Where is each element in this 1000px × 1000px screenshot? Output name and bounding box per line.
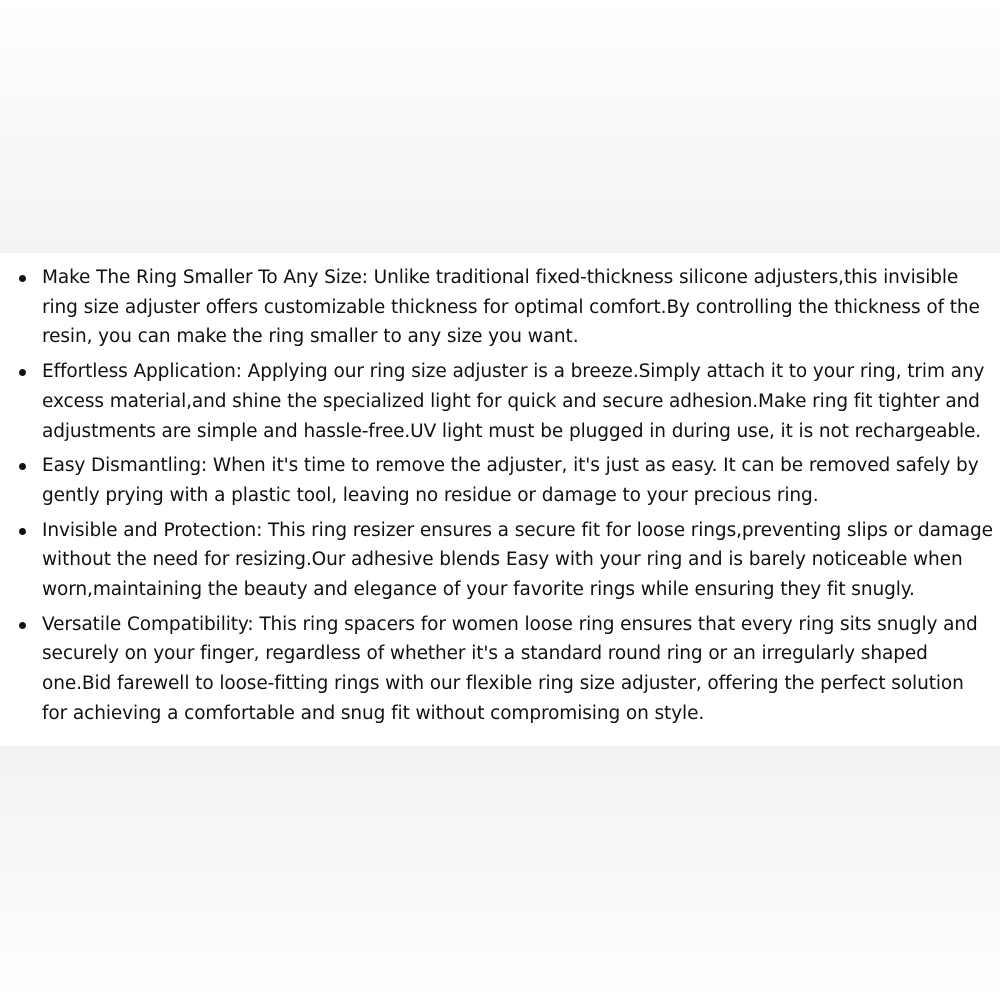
feature-bullet-text: Invisible and Protection: This ring resizer ensures a secure fit for loose rings,preventing slips or damage without the need for resizing.Our adhesive blends Easy with your ring and is barely noticeable when worn,maintaining the beauty and elegance of your favorite rings while ensuring they fit snugly. <box>42 519 993 601</box>
feature-bullet-item <box>0 263 1000 352</box>
bottom-background <box>0 746 1000 1000</box>
bullet-dot-icon <box>19 622 26 629</box>
feature-bullet-item <box>0 516 1000 605</box>
bullet-dot-icon <box>19 528 26 535</box>
feature-bullet-item <box>0 610 1000 729</box>
bullet-dot-icon <box>19 463 26 470</box>
feature-bullet-item <box>0 357 1000 446</box>
feature-bullet-text: Make The Ring Smaller To Any Size: Unlike traditional fixed-thickness silicone adjusters,this invisible ring size adjuster offers customizable thickness for optimal comfort.By controlling the thickness of the resin, you can make the ring smaller to any size you want. <box>42 267 980 348</box>
feature-bullet-list <box>0 263 1000 729</box>
bullet-dot-icon <box>19 369 26 376</box>
bullet-dot-icon <box>19 275 26 282</box>
feature-bullet-text: Effortless Application: Applying our ring size adjuster is a breeze.Simply attach it to your ring, trim any excess material,and shine the specialized light for quick and secure adhesion.Make ring fit tighter and adjustments are simple and hassle-free.UV light must be plugged in during use, it is not rechargeable. <box>42 361 985 442</box>
feature-bullet-text: Versatile Compatibility: This ring spacers for women loose ring ensures that every ring sits snugly and securely on your finger, regardless of whether it's a standard round ring or an irregularly shaped one.Bid farewell to loose-fitting rings with our flexible ring size adjuster, offering the perfect solution for achieving a comfortable and snug fit without compromising on style. <box>42 613 978 724</box>
feature-bullet-text: Easy Dismantling: When it's time to remove the adjuster, it's just as easy. It can be removed safely by gently prying with a plastic tool, leaving no residue or damage to your precious ring. <box>42 455 979 506</box>
top-background <box>0 0 1000 253</box>
feature-bullet-item <box>0 451 1000 510</box>
product-description-panel <box>0 253 1000 746</box>
